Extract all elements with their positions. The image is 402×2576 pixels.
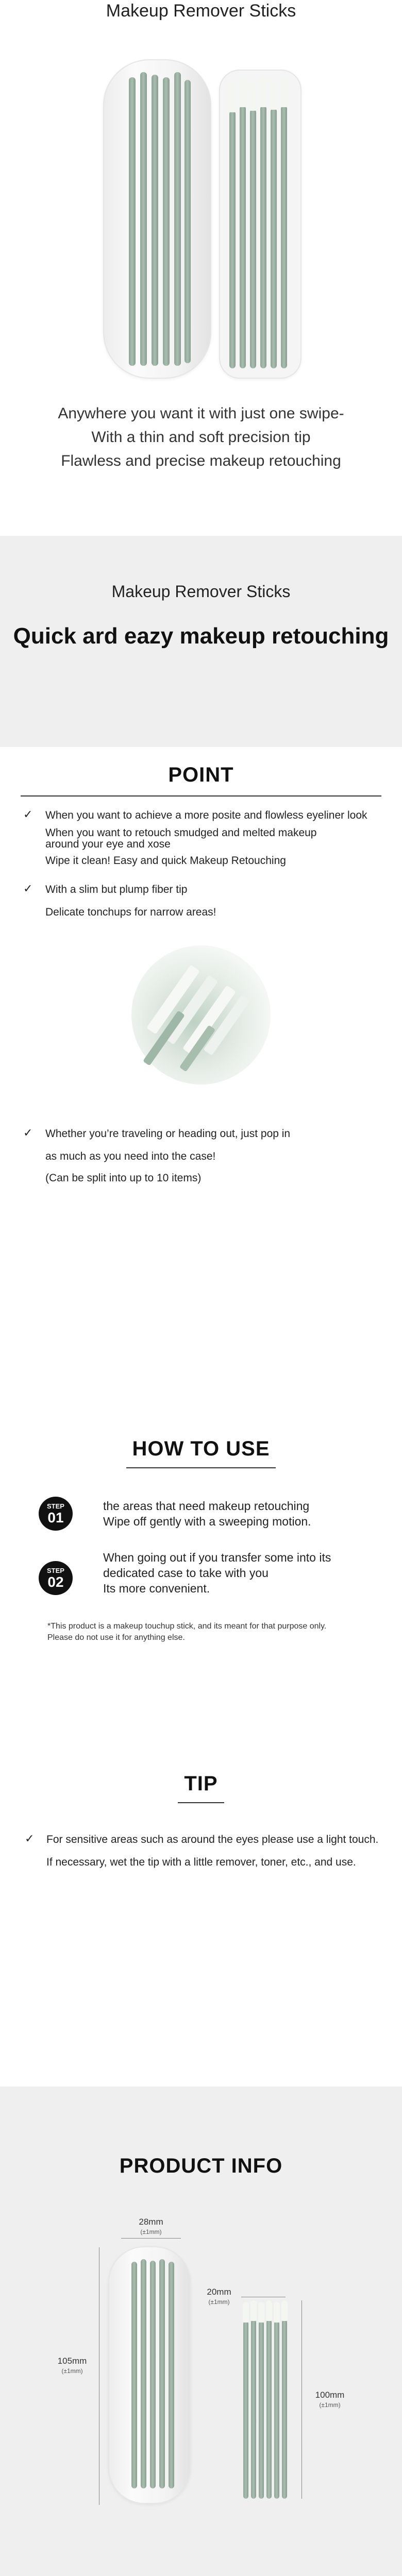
how-to-use-underline <box>126 1467 276 1468</box>
dim-value: 28mm <box>139 2217 163 2227</box>
point-text: When you want to achieve a more posite and flowless eyeliner look <box>45 809 367 821</box>
point-text-line: When you want to retouch smudged and melted makeup <box>45 827 317 839</box>
step-text-line: dedicated case to take with you <box>103 1566 269 1580</box>
how-to-use-heading: HOW TO USE <box>132 1437 270 1460</box>
hero-line: With a thin and soft precision tip <box>91 429 311 446</box>
point-divider <box>21 795 381 796</box>
intro-title: Quick ard eazy makeup retouching <box>13 623 389 649</box>
intro-subtitle: Makeup Remover Sticks <box>111 582 291 601</box>
case-diagram-image <box>108 2246 191 2504</box>
hero-copy <box>0 402 402 473</box>
check-icon: ✓ <box>23 882 33 895</box>
stick-height-line <box>301 2300 302 2499</box>
step-text-line: the areas that need makeup retouching <box>103 1499 310 1513</box>
dim-value: 100mm <box>315 2390 345 2400</box>
point-text-line: around your eye and xose <box>45 838 171 850</box>
product-info-section <box>0 2087 402 2576</box>
hero-title: Makeup Remover Sticks <box>106 1 296 21</box>
point-text <box>45 827 316 850</box>
point-heading: POINT <box>168 764 234 786</box>
step-badge-01 <box>39 1497 73 1531</box>
check-icon: ✓ <box>25 1832 35 1845</box>
usage-note <box>47 1621 326 1643</box>
hero-line: Flawless and precise makeup retouching <box>61 452 341 469</box>
step-label: STEP <box>47 1502 64 1510</box>
tip-underline <box>178 1802 224 1803</box>
step-text-line: Wipe off gently with a sweeping motion. <box>103 1515 311 1528</box>
dim-tolerance: (±1mm) <box>208 2298 230 2306</box>
product-info-heading: PRODUCT INFO <box>119 2155 283 2177</box>
tip-text: For sensitive areas such as around the eyes please use a light touch. <box>46 1834 379 1845</box>
tip-section <box>0 1829 402 2087</box>
check-icon: ✓ <box>23 808 33 821</box>
dim-tolerance: (±1mm) <box>319 2401 341 2409</box>
stick-height-label <box>307 2391 353 2410</box>
usage-note-line: Please do not use it for anything else. <box>47 1633 185 1642</box>
step-text <box>103 1550 331 1596</box>
point-section <box>0 747 402 1437</box>
check-icon: ✓ <box>23 1126 33 1139</box>
hero-section <box>0 0 402 536</box>
dim-tolerance: (±1mm) <box>61 2367 83 2375</box>
stick-width-label <box>196 2287 242 2307</box>
dim-value: 20mm <box>207 2287 231 2297</box>
step-text-line: Its more convenient. <box>103 1582 210 1595</box>
hero-line: Anywhere you want it with just one swipe- <box>58 405 344 422</box>
point-text: Whether you’re traveling or heading out, just pop in <box>45 1128 291 1140</box>
step-text <box>103 1498 311 1529</box>
tip-heading: TIP <box>184 1772 218 1795</box>
case-width-label <box>128 2217 174 2236</box>
how-to-use-section <box>0 1437 402 1829</box>
usage-note-line: *This product is a makeup touchup stick, and its meant for that purpose only. <box>47 1622 327 1631</box>
step-number: 01 <box>47 1510 64 1526</box>
dim-tolerance: (±1mm) <box>140 2228 162 2235</box>
tip-text: If necessary, wet the tip with a little remover, toner, etc., and use. <box>46 1856 356 1868</box>
point-text: Wipe it clean! Easy and quick Makeup Retouching <box>45 855 286 867</box>
step-text-line: When going out if you transfer some into its <box>103 1551 331 1564</box>
step-number: 02 <box>47 1574 64 1590</box>
point-text: as much as you need into the case! <box>45 1150 216 1162</box>
step-label: STEP <box>47 1567 64 1574</box>
fiber-tip-closeup-image <box>131 945 271 1084</box>
step-badge-02 <box>39 1561 73 1595</box>
dim-value: 105mm <box>57 2356 87 2366</box>
point-text: (Can be split into up to 10 items) <box>45 1172 202 1184</box>
case-height-label <box>49 2357 95 2376</box>
intro-banner <box>0 536 402 747</box>
point-text: Delicate tonchups for narrow areas! <box>45 906 216 918</box>
case-width-line <box>121 2238 181 2239</box>
point-text: With a slim but plump fiber tip <box>45 884 188 895</box>
